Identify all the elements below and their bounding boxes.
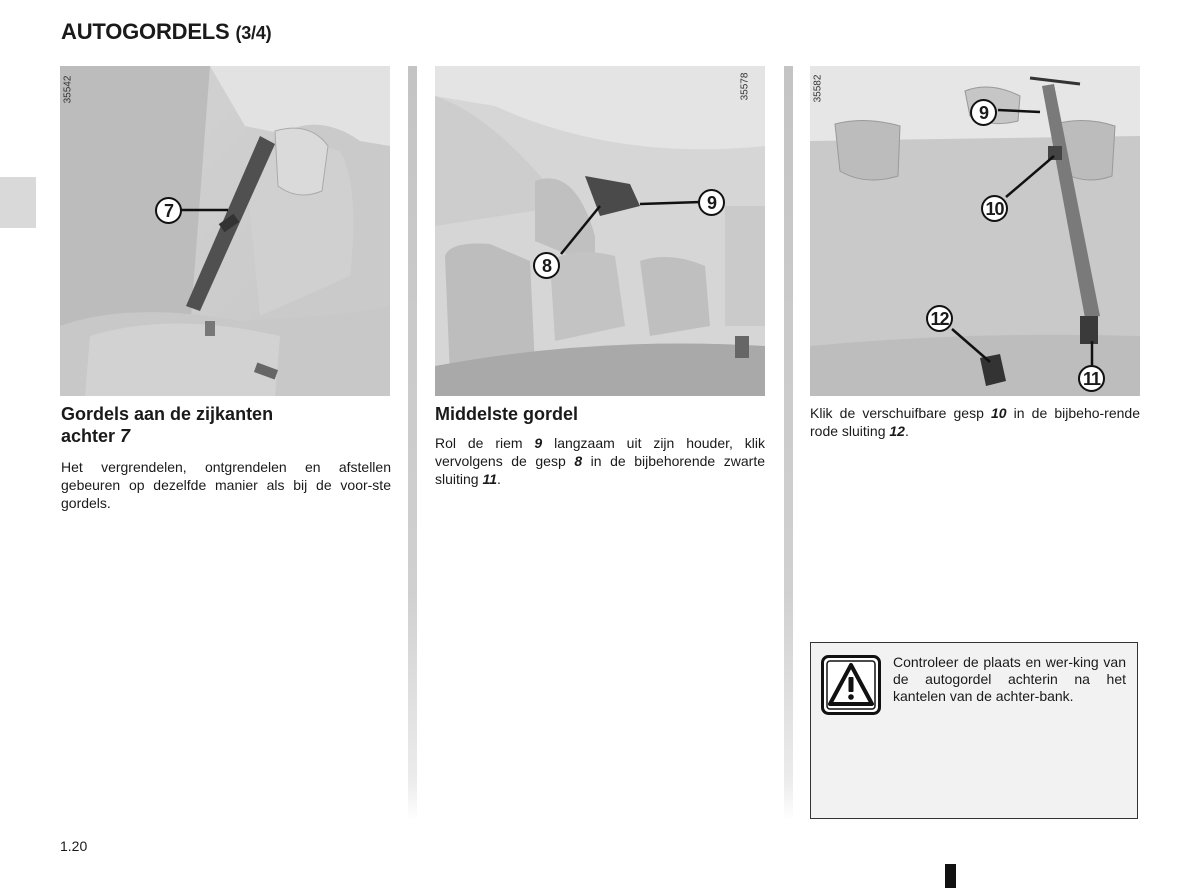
text-run: Klik de verschuifbare gesp [810,405,991,421]
warning-box [810,642,1138,819]
chapter-tab [0,177,36,228]
warning-triangle-icon [821,655,881,715]
text-run: in de bijbehorende zwarte sluiting [435,453,765,487]
text-run: . [904,423,909,439]
side-belt-illustration [60,66,390,396]
callout-7: 7 [155,197,182,224]
section-title-side-belts [61,403,391,447]
figure-ref: 35578 [739,72,751,101]
callout-8: 8 [533,252,560,279]
warning-text: Controleer de plaats en wer-king van de autogordel achterin na het kantelen van de achter-bank. [893,654,1126,704]
photo-middle-belt [435,66,765,396]
section-title-middle-belt: Middelste gordel [435,404,579,424]
ref-number: 12 [889,423,905,439]
middle-belt-body [435,434,765,488]
figure-ref: 35582 [812,74,824,103]
text-run: langzaam uit zijn houder, klik vervolgens de gesp [435,435,766,469]
text-run: . [497,471,501,487]
ref-number: 10 [990,405,1007,421]
column-divider [408,66,417,820]
ref-number: 11 [482,471,498,487]
middle-belt-illustration [435,66,765,396]
buckles-body [810,404,1140,440]
callout-9: 9 [970,99,997,126]
page-number: 1.20 [60,838,88,854]
callout-10: 10 [981,195,1008,222]
photo-buckles [810,66,1140,396]
page-title-text: AUTOGORDELS [61,19,230,44]
ref-number: 8 [574,453,583,469]
figure-ref: 35542 [62,75,74,104]
ref-number: 9 [534,435,543,451]
photo-side-belt [60,66,390,396]
text-run: in de bijbeho-rende rode sluiting [810,405,1140,439]
page-subtitle: (3/4) [235,23,272,43]
page-title [61,19,271,45]
callout-12: 12 [926,305,953,332]
text-run: Rol de riem [435,435,535,451]
side-belts-body: Het vergrendelen, ontgrendelen en afstellen gebeuren op dezelfde manier als bij de voor-ste gordels. [61,459,391,511]
callout-11: 11 [1078,365,1105,392]
callout-9: 9 [698,189,725,216]
section-title-number: 7 [120,426,131,446]
column-divider [784,66,793,820]
section-title-text: Gordels aan de zijkanten [61,404,274,424]
page-edge-marker [945,864,956,888]
section-title-line2: achter [61,426,116,446]
